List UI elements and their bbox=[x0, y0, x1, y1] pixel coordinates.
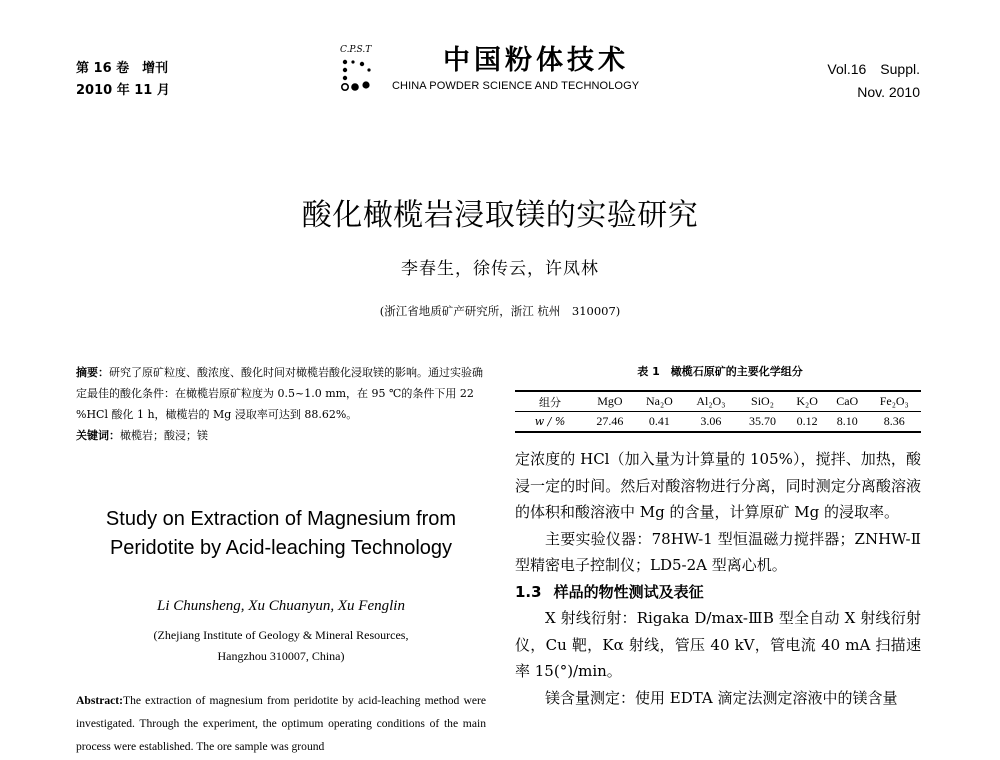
volume-en: Vol.16 Suppl. bbox=[827, 61, 920, 77]
journal-name-en: CHINA POWDER SCIENCE AND TECHNOLOGY bbox=[392, 80, 640, 92]
authors-cn: 李春生，徐传云，许凤林 bbox=[401, 259, 599, 279]
table-col-header: Na₂O bbox=[635, 391, 684, 412]
keywords-cn: 橄榄岩；酸浸；镁 bbox=[120, 429, 208, 442]
abstract-en-text: The extraction of magnesium from peridotite by acid-leaching method were investigated. Through the experiment, the optimum operating conditions of the main process were established. The ore sample was ground bbox=[76, 694, 486, 753]
composition-table bbox=[515, 390, 921, 433]
table-cell: 0.12 bbox=[787, 412, 827, 433]
date-en: Nov. 2010 bbox=[857, 84, 920, 100]
paper-title-cn: 酸化橄榄岩浸取镁的实验研究 bbox=[301, 198, 699, 233]
issue-info-en bbox=[827, 58, 920, 104]
body-paragraph: 定浓度的 HCl（加入量为计算量的 105%），搅拌、加热，酸浸一定的时间。然后对酸溶物进行分离，同时测定分离酸溶液的体积和酸溶液中 Mg 的含量，计算原矿 Mg 的浸取率。 bbox=[515, 450, 921, 521]
table-caption: 表 1 橄榄石原矿的主要化学组分 bbox=[637, 365, 803, 378]
table-header-row bbox=[515, 391, 921, 412]
date-cn: 2010 年 11 月 bbox=[76, 83, 170, 98]
volume-cn: 第 16 卷 增刊 bbox=[76, 61, 169, 76]
body-paragraph: 主要实验仪器：78HW-1 型恒温磁力搅拌器；ZNHW-Ⅱ型精密电子控制仪；LD5-2A 型离心机。 bbox=[515, 529, 921, 574]
affiliation-cn: (浙江省地质矿产研究所，浙江 杭州 310007) bbox=[379, 304, 621, 318]
body-paragraph: X 射线衍射：Rigaka D/max-ⅢB 型全自动 X 射线衍射仪，Cu 靶，Kα 射线，管压 40 kV，管电流 40 mA 扫描速率 15(°)/min。 bbox=[515, 609, 921, 680]
issue-info-cn bbox=[76, 58, 170, 102]
affiliation-en-line1: (Zhejiang Institute of Geology & Mineral Resources, bbox=[153, 628, 409, 642]
table-cell: 35.70 bbox=[738, 412, 788, 433]
keywords-label: 关键词： bbox=[76, 429, 120, 442]
section-number: 1.3 bbox=[515, 582, 542, 601]
table-row-label: w / % bbox=[515, 412, 585, 433]
section-title: 样品的物性测试及表征 bbox=[553, 582, 704, 601]
journal-logo-icon bbox=[338, 40, 378, 98]
affiliation-en-line2: Hangzhou 310007, China) bbox=[217, 649, 345, 663]
table-cell: 8.10 bbox=[827, 412, 868, 433]
table-col-header: SiO₂ bbox=[738, 391, 788, 412]
table-col-header: CaO bbox=[827, 391, 868, 412]
table-col-header: K₂O bbox=[787, 391, 827, 412]
abstract-en bbox=[76, 689, 486, 758]
body-paragraph: 镁含量测定：使用 EDTA 滴定法测定溶液中的镁含量 bbox=[545, 688, 898, 707]
table-cell: 0.41 bbox=[635, 412, 684, 433]
table-col-header: Fe₂O₃ bbox=[867, 391, 921, 412]
table-col-header: Al₂O₃ bbox=[684, 391, 737, 412]
affiliation-en bbox=[76, 625, 486, 667]
abstract-en-label: Abstract: bbox=[76, 694, 124, 707]
table-cell: 3.06 bbox=[684, 412, 737, 433]
abstract-cn-text: 研究了原矿粒度、酸浓度、酸化时间对橄榄岩酸化浸取镁的影响。通过实验确定最佳的酸化条件：在橄榄岩原矿粒度为 0.5~1.0 mm，在 95 ℃的条件下用 22 %HCl 酸化 1 h，橄榄岩的 Mg 浸取率可达到 88.62%。 bbox=[76, 366, 483, 421]
table-cell: 27.46 bbox=[585, 412, 635, 433]
svg-text:C.P.S.T: C.P.S.T bbox=[340, 45, 372, 55]
table-row bbox=[515, 412, 921, 433]
table-cell: 8.36 bbox=[867, 412, 921, 433]
table-header-label: 组分 bbox=[515, 391, 585, 412]
authors-en: Li Chunsheng, Xu Chuanyun, Xu Fenglin bbox=[157, 598, 405, 614]
table-col-header: MgO bbox=[585, 391, 635, 412]
paper-title-en: Study on Extraction of Magnesium from Peridotite by Acid-leaching Technology bbox=[105, 508, 457, 559]
abstract-cn bbox=[76, 362, 486, 446]
body-text bbox=[515, 446, 921, 711]
abstract-cn-label: 摘要： bbox=[76, 366, 109, 379]
section-heading bbox=[515, 579, 921, 606]
journal-name-cn: 中国粉体技术 bbox=[443, 45, 629, 76]
